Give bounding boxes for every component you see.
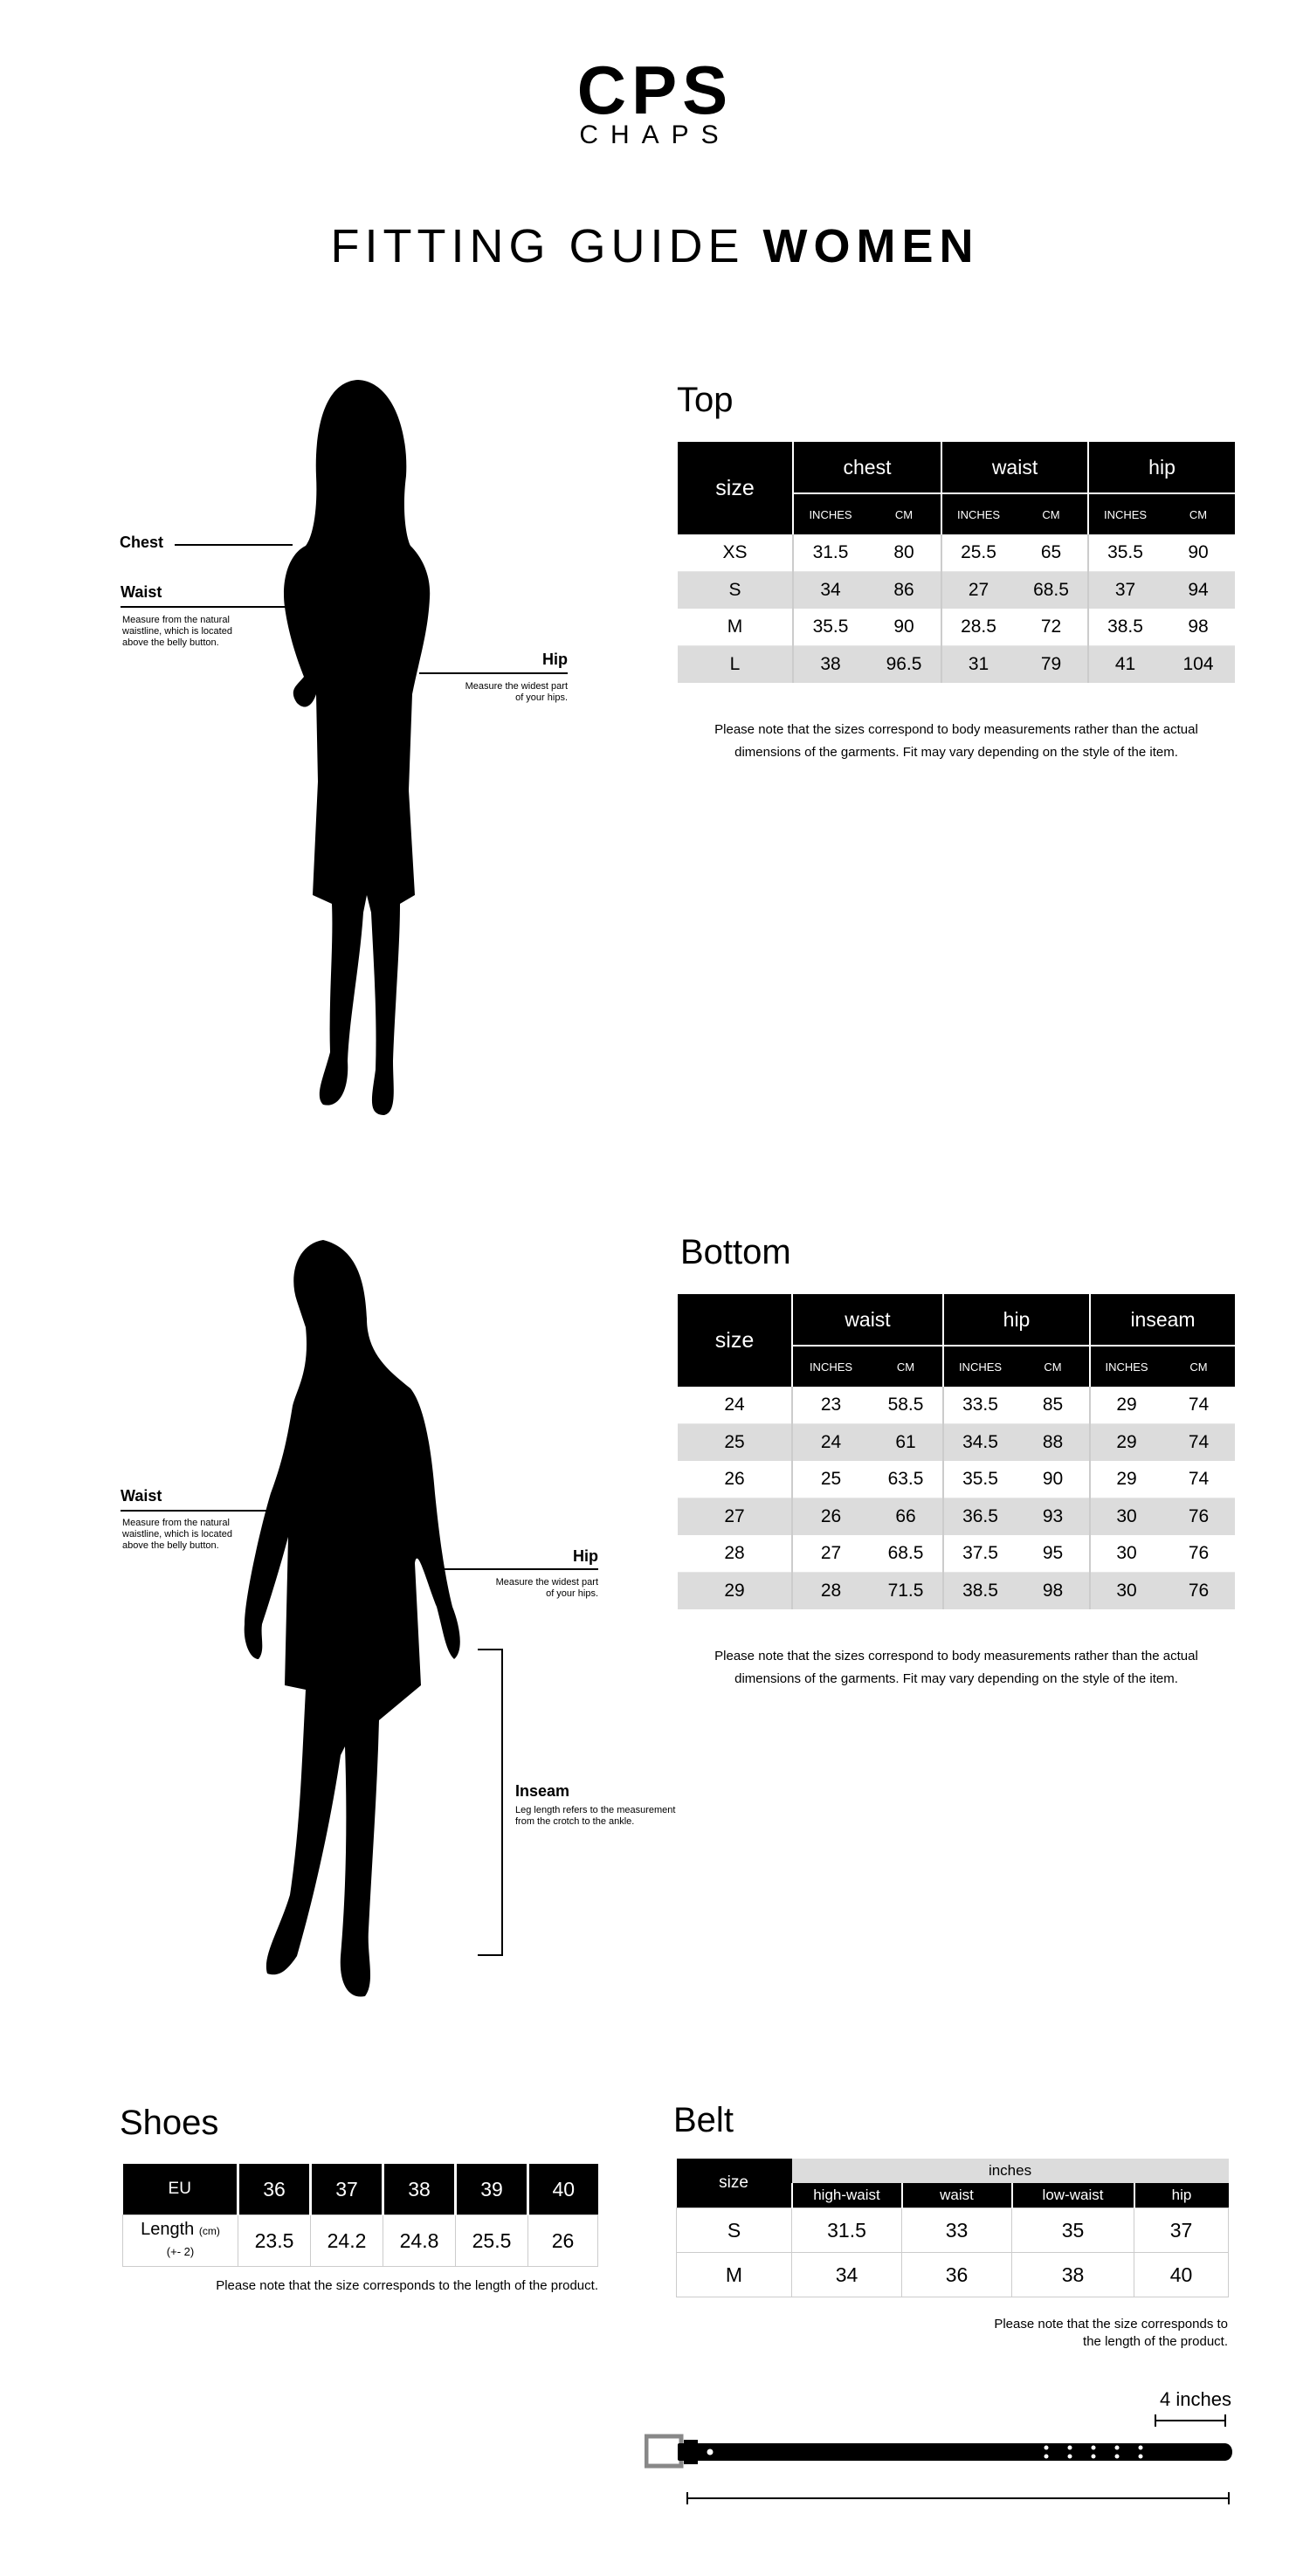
table-row: 27 26 66 36.5 93 30 76 [678, 1498, 1235, 1536]
bottom-unit: CM [1189, 1360, 1208, 1374]
brand-subtitle: CHAPS [579, 121, 731, 149]
belt-illustration [645, 2432, 1238, 2476]
bottom-unit: CM [1044, 1360, 1062, 1374]
top-group-waist: waist [941, 442, 1088, 493]
top-unit: INCHES [1088, 493, 1162, 534]
table-row: XS 31.5 80 25.5 65 35.5 90 [678, 534, 1235, 572]
title-bold: WOMEN [762, 220, 980, 272]
top-group-hip: hip [1088, 442, 1235, 493]
table-row: 29 28 71.5 38.5 98 30 76 [678, 1573, 1235, 1610]
bottom-unit: CM [896, 1360, 915, 1374]
inseam-bracket-top [478, 1649, 502, 1650]
shoes-size-table [122, 2164, 598, 2267]
hip-desc-top: Measure the widest part of your hips. [465, 681, 568, 703]
belt-length-line [686, 2497, 1230, 2499]
shoe-size: 37 [311, 2164, 383, 2215]
waist-line-top [121, 606, 317, 608]
shoe-length: 23.5 [238, 2215, 311, 2267]
scale-bar-tick-right [1224, 2414, 1226, 2427]
belt-size-table [676, 2159, 1229, 2297]
shoe-size: 36 [238, 2164, 311, 2215]
bottom-unit: INCHES [792, 1346, 869, 1387]
chest-line [175, 544, 293, 546]
table-row: S 34 86 27 68.5 37 94 [678, 572, 1235, 610]
belt-col-high-waist: high-waist [792, 2183, 902, 2208]
table-row: 26 25 63.5 35.5 90 29 74 [678, 1461, 1235, 1498]
top-unit: CM [1042, 507, 1060, 521]
inseam-bracket [501, 1649, 503, 1956]
hip-line-bottom [424, 1568, 598, 1570]
scale-bar-tick-left [1155, 2414, 1156, 2427]
belt-heading: Belt [673, 2101, 734, 2139]
bottom-group-waist: waist [792, 1294, 943, 1346]
shoes-heading: Shoes [120, 2104, 219, 2142]
waist-label-top: Waist [121, 583, 162, 601]
bottom-note: Please note that the sizes correspond to body measurements rather than the actual dimensions of the garments. Fit may vary depending on the style of the item. [714, 1649, 1198, 1686]
woman-silhouette-side [236, 1231, 472, 2017]
shoe-size: 38 [383, 2164, 456, 2215]
table-row: L 38 96.5 31 79 41 104 [678, 646, 1235, 684]
shoe-size: 39 [456, 2164, 528, 2215]
waist-desc-bottom: Measure from the natural waistline, which is located above the belly button. [122, 1518, 232, 1551]
inseam-desc: Leg length refers to the measurement from the crotch to the ankle. [515, 1805, 676, 1827]
top-heading: Top [677, 381, 734, 419]
shoes-eu-label: EU [123, 2164, 238, 2215]
hip-label-top: Hip [542, 651, 568, 668]
table-row: S 31.5 33 35 37 [677, 2208, 1229, 2253]
table-row: M 34 36 38 40 [677, 2253, 1229, 2297]
table-row: M 35.5 90 28.5 72 38.5 98 [678, 609, 1235, 646]
belt-col-hip: hip [1134, 2183, 1229, 2208]
belt-length-tick-right [1228, 2492, 1230, 2504]
shoes-note: Please note that the size corresponds to the length of the product. [216, 2278, 598, 2293]
bottom-size-table [678, 1294, 1235, 1609]
top-note: Please note that the sizes correspond to body measurements rather than the actual dimensions of the garments. Fit may vary depending on the style of the item. [714, 722, 1198, 760]
top-unit: CM [894, 507, 914, 521]
shoe-length: 24.2 [311, 2215, 383, 2267]
brand-logo: CPS [576, 52, 734, 128]
hip-desc-bottom: Measure the widest part of your hips. [495, 1577, 598, 1599]
hip-label-bottom: Hip [573, 1547, 598, 1565]
top-unit: CM [1189, 507, 1208, 521]
shoe-size: 40 [528, 2164, 598, 2215]
waist-line-bottom [121, 1510, 313, 1512]
belt-scale-label: 4 inches [1160, 2388, 1231, 2410]
belt-size-header: size [677, 2159, 792, 2208]
bottom-unit: INCHES [943, 1346, 1017, 1387]
shoe-length: 26 [528, 2215, 598, 2267]
scale-bar [1155, 2420, 1226, 2421]
top-unit: INCHES [793, 493, 867, 534]
chest-label: Chest [120, 534, 164, 551]
waist-label-bottom: Waist [121, 1487, 162, 1505]
inseam-bracket-bottom [478, 1954, 502, 1956]
title-light: FITTING GUIDE [330, 220, 745, 272]
shoes-length-label: Length (cm) (+- 2) [123, 2215, 238, 2267]
bottom-unit: INCHES [1090, 1346, 1162, 1387]
top-size-table [678, 442, 1235, 683]
waist-desc-top: Measure from the natural waistline, which is located above the belly button. [122, 615, 232, 648]
belt-length-tick-left [686, 2492, 688, 2504]
table-row: 25 24 61 34.5 88 29 74 [678, 1424, 1235, 1462]
shoe-length: 25.5 [456, 2215, 528, 2267]
hip-line-top [419, 672, 568, 674]
bottom-group-hip: hip [943, 1294, 1090, 1346]
shoe-length: 24.8 [383, 2215, 456, 2267]
top-unit: INCHES [941, 493, 1015, 534]
bottom-group-inseam: inseam [1090, 1294, 1235, 1346]
page-title [0, 220, 1310, 272]
belt-unit-label: inches [792, 2159, 1229, 2183]
table-row: 24 23 58.5 33.5 85 29 74 [678, 1387, 1235, 1424]
inseam-label: Inseam [515, 1782, 570, 1800]
belt-col-waist: waist [902, 2183, 1012, 2208]
belt-note: Please note that the size corresponds to the length of the product. [994, 2317, 1228, 2349]
top-group-chest: chest [793, 442, 941, 493]
woman-silhouette-front [262, 371, 472, 1122]
bottom-size-header: size [678, 1294, 792, 1387]
top-size-header: size [678, 442, 793, 534]
bottom-heading: Bottom [680, 1233, 791, 1271]
belt-col-low-waist: low-waist [1012, 2183, 1134, 2208]
table-row: 28 27 68.5 37.5 95 30 76 [678, 1535, 1235, 1573]
